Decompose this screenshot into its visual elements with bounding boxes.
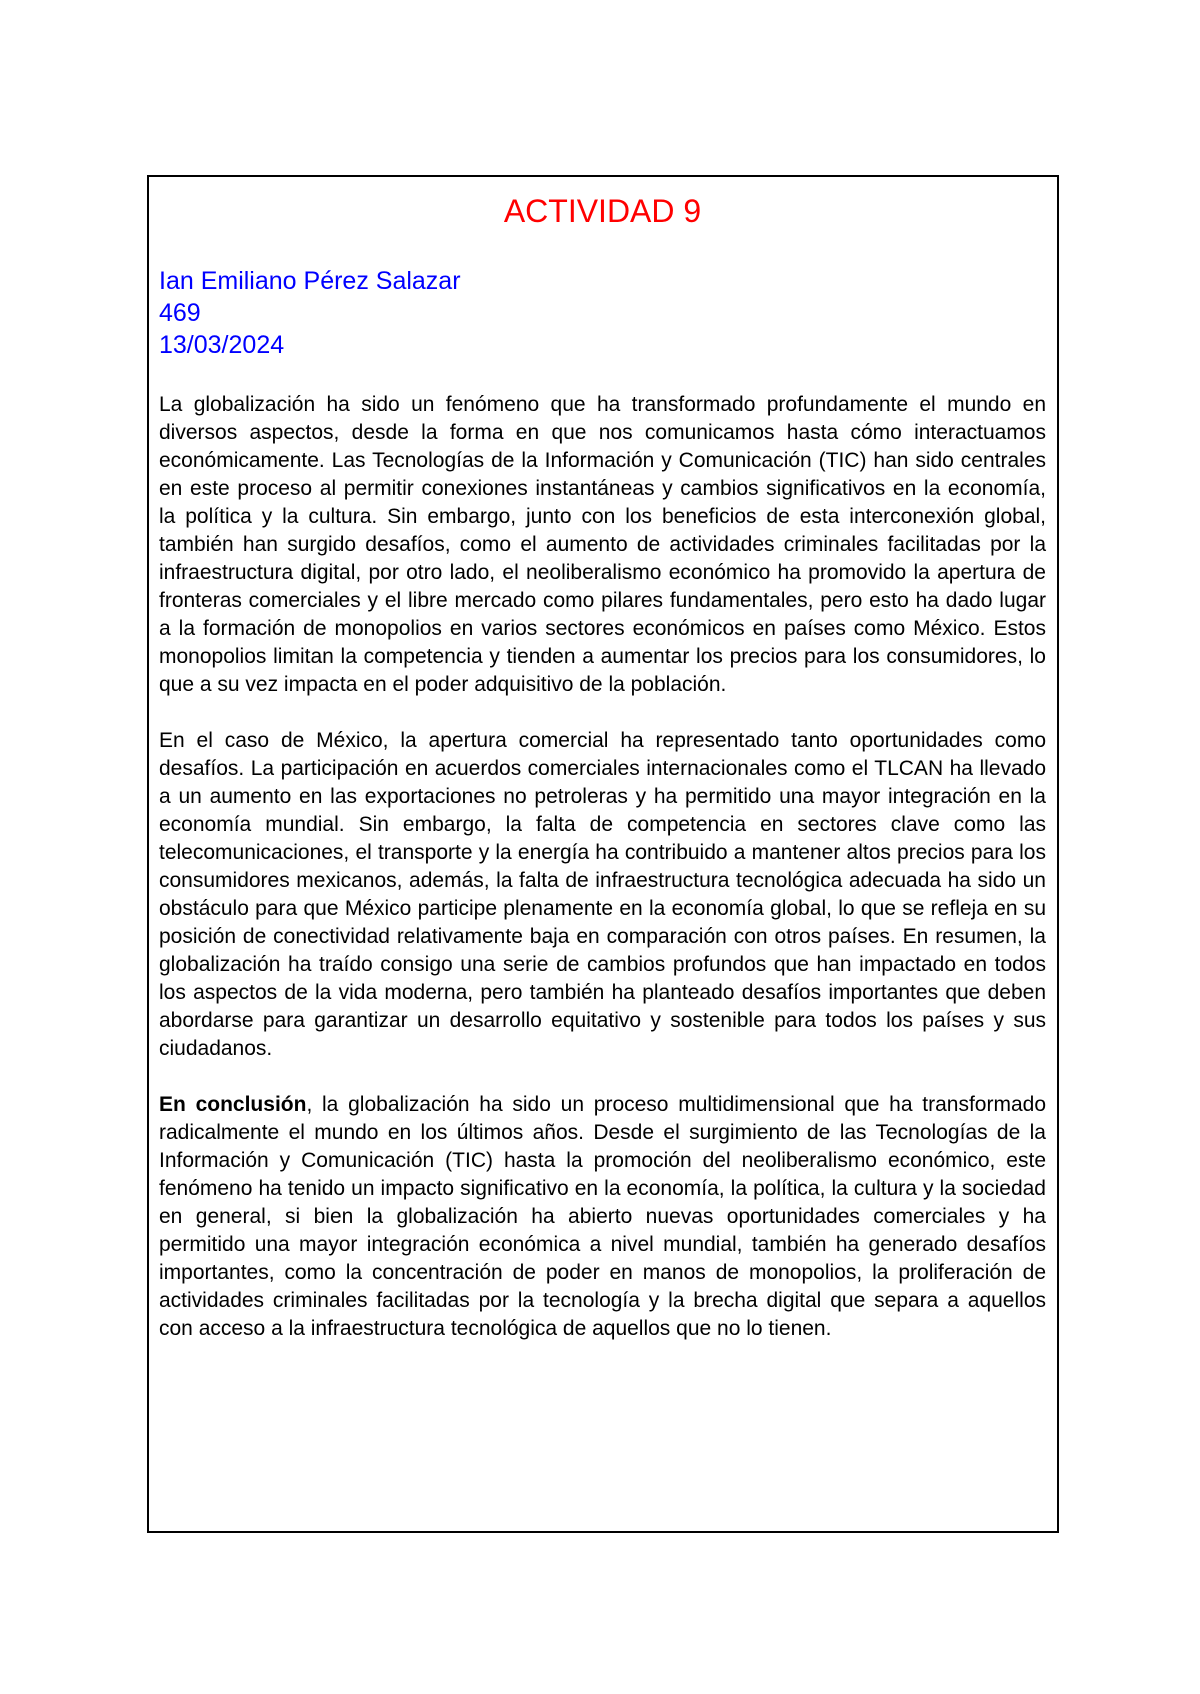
author-name: Ian Emiliano Pérez Salazar bbox=[159, 267, 461, 295]
document-date: 13/03/2024 bbox=[159, 331, 285, 359]
conclusion-lead: En conclusión bbox=[159, 1093, 307, 1116]
paragraph-conclusion bbox=[159, 1091, 1046, 1343]
conclusion-text: , la globalización ha sido un proceso multidimensional que ha transformado radicalmente el mundo en los últimos años. Desde el surgimiento de las Tecnologías de la Información y Comunicación (TIC) hasta la promoción del neoliberalismo económico, este fenómeno ha tenido un impacto significativo en la economía, la política, la cultura y la sociedad en general, si bien la globalización ha abierto nuevas oportunidades comerciales y ha permitido una mayor integración económica a nivel mundial, también ha generado desafíos importantes, como la concentración de poder en manos de monopolios, la proliferación de actividades criminales facilitadas por la tecnología y la brecha digital que separa a aquellos con acceso a la infraestructura tecnológica de aquellos que no lo tienen. bbox=[159, 1093, 1046, 1340]
paragraph-intro: La globalización ha sido un fenómeno que ha transformado profundamente el mundo en diversos aspectos, desde la forma en que nos comunicamos hasta cómo interactuamos económicamente. Las Tecnologías de la Información y Comunicación (TIC) han sido centrales en este proceso al permitir conexiones instantáneas y cambios significativos en la economía, la política y la cultura. Sin embargo, junto con los beneficios de esta interconexión global, también han surgido desafíos, como el aumento de actividades criminales facilitadas por la infraestructura digital, por otro lado, el neoliberalismo económico ha promovido la apertura de fronteras comerciales y el libre mercado como pilares fundamentales, pero esto ha dado lugar a la formación de monopolios en varios sectores económicos en países como México. Estos monopolios limitan la competencia y tienden a aumentar los precios para los consumidores, lo que a su vez impacta en el poder adquisitivo de la población. bbox=[159, 393, 1046, 696]
paragraph-mexico: En el caso de México, la apertura comercial ha representado tanto oportunidades como desafíos. La participación en acuerdos comerciales internacionales como el TLCAN ha llevado a un aumento en las exportaciones no petroleras y ha permitido una mayor integración en la economía mundial. Sin embargo, la falta de competencia en sectores clave como las telecomunicaciones, el transporte y la energía ha contribuido a mantener altos precios para los consumidores mexicanos, además, la falta de infraestructura tecnológica adecuada ha sido un obstáculo para que México participe plenamente en la economía global, lo que se refleja en su posición de conectividad relativamente baja en comparación con otros países. En resumen, la globalización ha traído consigo una serie de cambios profundos que han impactado en todos los aspectos de la vida moderna, pero también ha planteado desafíos importantes que deben abordarse para garantizar un desarrollo equitativo y sostenible para todos los países y sus ciudadanos. bbox=[159, 729, 1046, 1060]
author-info bbox=[159, 265, 1046, 361]
document-frame bbox=[147, 175, 1059, 1533]
group-number: 469 bbox=[159, 299, 201, 327]
document-title: ACTIVIDAD 9 bbox=[503, 193, 702, 229]
